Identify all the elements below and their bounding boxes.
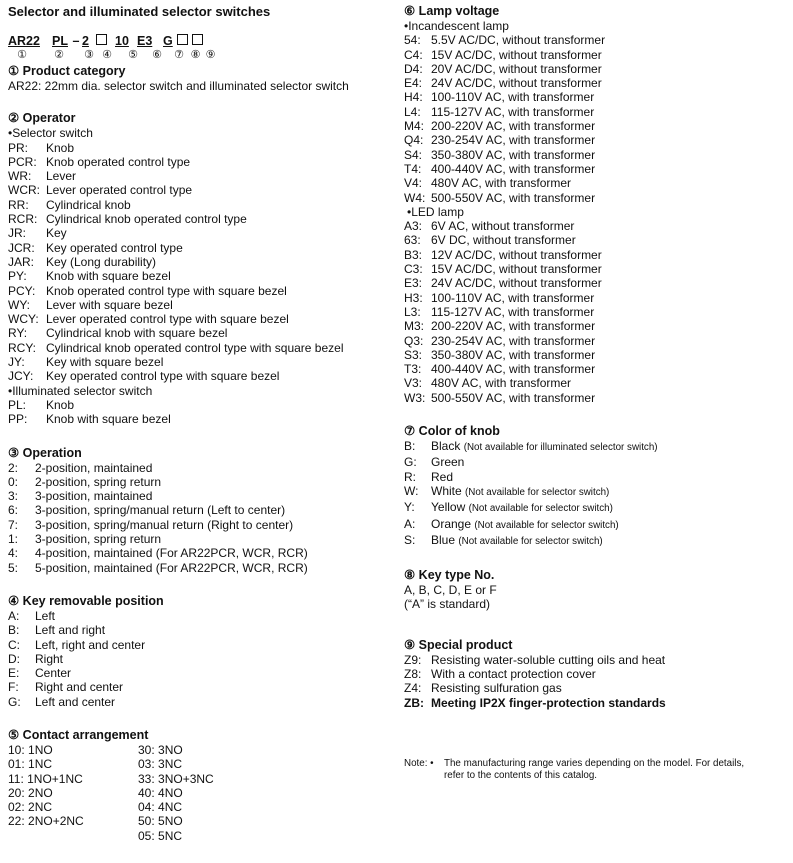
list-item xyxy=(8,680,393,694)
item-code: RCY: xyxy=(8,340,37,355)
item-code: 5: xyxy=(8,560,19,575)
list-item xyxy=(8,355,393,369)
item-note: (Not available for selector switch) xyxy=(458,535,603,547)
section-text: AR22: 22mm dia. selector switch and illuminated selector switch xyxy=(8,79,349,93)
item-code: RCR: xyxy=(8,212,38,227)
list-item xyxy=(404,667,789,681)
code-number: ③ xyxy=(84,49,94,61)
item-code: D: xyxy=(8,651,20,666)
list-item xyxy=(404,653,789,667)
contact-item: 40: 4NO xyxy=(138,785,183,800)
item-description: Knob xyxy=(46,140,75,155)
item-code: PR: xyxy=(8,140,29,155)
section-heading: ② Operator xyxy=(8,111,76,126)
item-description: Cylindrical knob operated control type with square bezel xyxy=(46,340,344,355)
list-item xyxy=(404,276,789,290)
item-description: Lever operated control type with square bezel xyxy=(46,312,289,327)
list-item xyxy=(404,48,789,62)
item-description: Knob operated control type xyxy=(46,154,191,169)
code-part-operator: PL xyxy=(52,34,68,48)
item-code: PY: xyxy=(8,269,27,284)
list-item xyxy=(404,133,789,147)
model-code-numbers xyxy=(8,49,393,62)
key-position-list xyxy=(8,609,393,709)
item-description: 500-550V AC, with transformer xyxy=(431,390,596,405)
item-code: H4: xyxy=(404,90,423,105)
item-description: White xyxy=(431,483,462,498)
item-description: 500-550V AC, with transformer xyxy=(431,190,596,205)
list-item xyxy=(8,298,393,312)
item-code: Z8: xyxy=(404,666,422,681)
code-dash: – xyxy=(72,34,80,48)
item-code: 54: xyxy=(404,33,421,48)
list-item xyxy=(404,119,789,133)
section-color-knob xyxy=(404,424,789,549)
item-code: D4: xyxy=(404,61,423,76)
item-description: Resisting water-soluble cutting oils and heat xyxy=(431,652,666,667)
contact-item: 20: 2NO xyxy=(8,785,53,800)
list-item xyxy=(8,412,393,426)
item-description: With a contact protection cover xyxy=(431,666,596,681)
list-item xyxy=(8,198,393,212)
list-item xyxy=(404,176,789,190)
item-code: S4: xyxy=(404,147,423,162)
item-description: Key with square bezel xyxy=(46,355,164,370)
item-note: (Not available for selector switch) xyxy=(474,519,619,531)
list-item xyxy=(8,518,393,532)
contact-item: 30: 3NO xyxy=(138,742,183,757)
list-item xyxy=(404,90,789,104)
item-description: Red xyxy=(431,469,454,484)
item-code: 0: xyxy=(8,474,19,489)
item-code: ZB: xyxy=(404,695,424,710)
lamp-list xyxy=(404,219,789,405)
contact-item: 50: 5NO xyxy=(138,814,183,829)
list-item xyxy=(404,219,789,233)
list-item xyxy=(8,623,393,637)
item-code: T4: xyxy=(404,161,422,176)
list-item xyxy=(404,76,789,90)
list-item xyxy=(8,226,393,240)
item-code: B3: xyxy=(404,247,423,262)
item-description: Orange xyxy=(431,516,472,531)
list-item xyxy=(404,148,789,162)
item-code: WCY: xyxy=(8,312,39,327)
section-heading: ⑥ Lamp voltage xyxy=(404,4,500,18)
list-item xyxy=(404,291,789,305)
item-description: 12V AC/DC, without transformer xyxy=(431,247,602,262)
special-list xyxy=(404,653,789,710)
contact-item: 04: 4NC xyxy=(138,800,183,815)
item-description: Left xyxy=(35,608,56,623)
item-code: JCR: xyxy=(8,240,35,255)
item-code: JCY: xyxy=(8,369,34,384)
list-item xyxy=(8,461,393,475)
code-number: ④ xyxy=(102,49,112,61)
item-description: 400-440V AC, with transformer xyxy=(431,161,596,176)
code-placeholder-box xyxy=(175,34,190,48)
contact-item: 22: 2NO+2NC xyxy=(8,814,84,829)
item-code: A3: xyxy=(404,219,423,234)
item-description: Resisting sulfuration gas xyxy=(431,681,562,696)
item-description: Center xyxy=(35,666,72,681)
item-code: M3: xyxy=(404,319,425,334)
contact-item: 11: 1NO+1NC xyxy=(8,771,83,786)
item-code: H3: xyxy=(404,290,423,305)
group-label: •Selector switch xyxy=(8,126,93,141)
list-item xyxy=(8,503,393,517)
item-description: 5-position, maintained (For AR22PCR, WCR, RCR) xyxy=(35,560,308,575)
item-note: (Not available for selector switch) xyxy=(465,486,610,498)
item-code: Y: xyxy=(404,500,415,515)
footnote xyxy=(404,758,789,782)
section-product-category xyxy=(8,64,393,93)
code-part-operation: 2 xyxy=(82,34,89,48)
item-code: 4: xyxy=(8,546,19,561)
item-code: RY: xyxy=(8,326,28,341)
item-description: 230-254V AC, with transformer xyxy=(431,333,596,348)
group-label: •Illuminated selector switch xyxy=(8,383,153,398)
group-label: •LED lamp xyxy=(407,204,464,219)
item-code: JR: xyxy=(8,226,26,241)
list-item xyxy=(404,62,789,76)
list-item xyxy=(8,638,393,652)
contact-column xyxy=(8,743,138,843)
item-description: 3-position, spring/manual return (Right to center) xyxy=(35,517,294,532)
note-label: Note: • xyxy=(404,757,434,769)
code-placeholder-box xyxy=(92,34,110,48)
item-code: G: xyxy=(404,455,417,470)
section-key-removable xyxy=(8,594,393,709)
item-code: 63: xyxy=(404,233,421,248)
item-description: 3-position, spring/manual return (Left to center) xyxy=(35,503,286,518)
item-code: 3: xyxy=(8,489,19,504)
color-list xyxy=(404,439,789,549)
contact-item: 10: 1NO xyxy=(8,742,53,757)
item-code: F: xyxy=(8,680,19,695)
item-description: Key operated control type xyxy=(46,240,183,255)
item-description: Knob with square bezel xyxy=(46,269,171,284)
item-code: WCR: xyxy=(8,183,40,198)
list-item xyxy=(404,305,789,319)
item-code: M4: xyxy=(404,119,425,134)
item-code: B: xyxy=(8,623,20,638)
section-heading: ③ Operation xyxy=(8,445,82,460)
code-number: ② xyxy=(54,49,64,61)
section-key-type xyxy=(404,568,789,612)
item-code: E3: xyxy=(404,276,423,291)
item-description: Key operated control type with square bezel xyxy=(46,369,280,384)
item-code: V3: xyxy=(404,376,423,391)
list-item xyxy=(8,212,393,226)
item-code: PL: xyxy=(8,397,27,412)
list-item xyxy=(404,681,789,695)
item-description: 20V AC/DC, without transformer xyxy=(431,61,602,76)
item-code: L4: xyxy=(404,104,421,119)
model-code xyxy=(8,34,393,62)
list-item xyxy=(404,105,789,119)
contact-item: 05: 5NC xyxy=(138,828,183,843)
list-item xyxy=(404,33,789,47)
item-code: L3: xyxy=(404,304,421,319)
list-item xyxy=(8,183,393,197)
code-number: ⑤ xyxy=(128,49,138,61)
item-code: 6: xyxy=(8,503,19,518)
operation-list xyxy=(8,461,393,575)
list-item xyxy=(404,484,789,500)
section-heading: ① Product category xyxy=(8,64,126,78)
list-item xyxy=(404,334,789,348)
contact-item: 03: 3NC xyxy=(138,757,183,772)
item-description: Cylindrical knob with square bezel xyxy=(46,326,228,341)
item-description: 115-127V AC, with transformer xyxy=(431,304,595,319)
item-description: Green xyxy=(431,455,465,470)
list-item xyxy=(404,191,789,205)
item-description: Lever xyxy=(46,169,77,184)
item-code: E4: xyxy=(404,76,423,91)
code-placeholder-box xyxy=(190,34,205,48)
contact-item: 01: 1NC xyxy=(8,757,53,772)
item-description: 6V DC, without transformer xyxy=(431,233,576,248)
item-description: 24V AC/DC, without transformer xyxy=(431,276,602,291)
item-description: Lever with square bezel xyxy=(46,297,173,312)
item-description: 200-220V AC, with transformer xyxy=(431,119,596,134)
item-description: Knob xyxy=(46,397,75,412)
list-item xyxy=(404,470,789,484)
list-item xyxy=(404,455,789,469)
section-heading: ⑦ Color of knob xyxy=(404,424,500,439)
list-item xyxy=(8,169,393,183)
contact-column xyxy=(138,743,238,843)
code-number: ⑨ xyxy=(205,49,216,61)
right-column xyxy=(404,0,789,782)
item-code: C3: xyxy=(404,262,423,277)
item-code: W3: xyxy=(404,390,426,405)
group-label: •Incandescent lamp xyxy=(404,19,509,33)
item-code: Q3: xyxy=(404,333,424,348)
list-item xyxy=(404,319,789,333)
item-code: S3: xyxy=(404,347,423,362)
list-item xyxy=(404,500,789,516)
item-description: Blue xyxy=(431,532,456,547)
item-description: 115-127V AC, with transformer xyxy=(431,104,595,119)
list-item xyxy=(404,391,789,405)
item-description: 350-380V AC, with transformer xyxy=(431,347,596,362)
note-text: refer to the contents of this catalog. xyxy=(444,769,598,781)
item-code: A: xyxy=(8,608,20,623)
list-item xyxy=(8,561,393,575)
item-description: 4-position, maintained (For AR22PCR, WCR, RCR) xyxy=(35,546,308,561)
list-item xyxy=(404,533,789,549)
item-description: 100-110V AC, with transformer xyxy=(431,290,595,305)
section-heading: ⑤ Contact arrangement xyxy=(8,727,149,742)
operator-list xyxy=(8,141,393,384)
item-description: 24V AC/DC, without transformer xyxy=(431,76,602,91)
item-description: 400-440V AC, with transformer xyxy=(431,362,596,377)
item-description: 3-position, maintained xyxy=(35,489,153,504)
list-item xyxy=(8,398,393,412)
list-item xyxy=(404,439,789,455)
item-code: JAR: xyxy=(8,254,35,269)
section-special-product xyxy=(404,638,789,710)
item-code: G: xyxy=(8,694,21,709)
section-text: A, B, C, D, E or F xyxy=(404,583,497,598)
operator-list xyxy=(8,398,393,427)
list-item xyxy=(8,532,393,546)
section-lamp-voltage xyxy=(404,4,789,405)
item-code: T3: xyxy=(404,362,422,377)
item-description: 15V AC/DC, without transformer xyxy=(431,262,602,277)
item-code: WY: xyxy=(8,297,31,312)
item-description: 5.5V AC/DC, without transformer xyxy=(431,33,606,48)
item-description: 15V AC/DC, without transformer xyxy=(431,47,602,62)
item-code: WR: xyxy=(8,169,32,184)
list-item xyxy=(404,696,789,710)
list-item xyxy=(404,233,789,247)
item-code: C: xyxy=(8,637,20,652)
item-description: 2-position, spring return xyxy=(35,474,162,489)
lamp-list xyxy=(404,33,789,205)
code-number: ⑧ xyxy=(190,49,201,61)
item-description: Cylindrical knob xyxy=(46,197,131,212)
list-item xyxy=(8,269,393,283)
list-item xyxy=(404,517,789,533)
list-item xyxy=(404,248,789,262)
contact-item: 02: 2NC xyxy=(8,800,53,815)
item-note: (Not available for selector switch) xyxy=(468,503,613,515)
list-item xyxy=(8,652,393,666)
item-code: Z9: xyxy=(404,652,422,667)
item-description: Knob with square bezel xyxy=(46,412,171,427)
contact-item: 33: 3NO+3NC xyxy=(138,771,214,786)
item-description: 3-position, spring return xyxy=(35,532,162,547)
section-text: (“A” is standard) xyxy=(404,597,491,612)
item-description: 200-220V AC, with transformer xyxy=(431,319,596,334)
list-item xyxy=(8,341,393,355)
item-description: Left and right xyxy=(35,623,106,638)
code-part-contact: 10 xyxy=(115,34,129,48)
section-heading: ⑧ Key type No. xyxy=(404,568,495,583)
item-code: 7: xyxy=(8,517,19,532)
list-item xyxy=(404,162,789,176)
item-code: PCR: xyxy=(8,154,37,169)
item-description: 480V AC, with transformer xyxy=(431,176,572,191)
code-number: ⑦ xyxy=(174,49,184,61)
list-item xyxy=(8,695,393,709)
list-item xyxy=(404,376,789,390)
list-item xyxy=(8,475,393,489)
item-code: PP: xyxy=(8,412,28,427)
left-column xyxy=(8,0,393,843)
list-item xyxy=(404,262,789,276)
item-code: E: xyxy=(8,666,20,681)
item-code: B: xyxy=(404,439,416,454)
item-description: 6V AC, without transformer xyxy=(431,219,575,234)
model-code-parts xyxy=(8,34,393,48)
item-code: V4: xyxy=(404,176,423,191)
item-code: Q4: xyxy=(404,133,424,148)
code-part-ar22: AR22 xyxy=(8,34,40,48)
list-item xyxy=(8,284,393,298)
item-code: A: xyxy=(404,516,416,531)
item-description: Left and center xyxy=(35,694,116,709)
item-description: Black xyxy=(431,439,461,454)
code-number: ⑥ xyxy=(152,49,162,61)
section-operation xyxy=(8,446,393,575)
item-code: R: xyxy=(404,469,416,484)
section-heading: ④ Key removable position xyxy=(8,593,164,608)
list-item xyxy=(8,141,393,155)
item-description: Left, right and center xyxy=(35,637,146,652)
item-code: RR: xyxy=(8,197,29,212)
contact-grid xyxy=(8,743,393,843)
item-code: 2: xyxy=(8,460,19,475)
item-description: Key (Long durability) xyxy=(46,254,157,269)
note-text: The manufacturing range varies depending on the model. For details, xyxy=(444,757,745,769)
section-operator xyxy=(8,111,393,426)
list-item xyxy=(8,255,393,269)
list-item xyxy=(8,326,393,340)
item-description: Meeting IP2X finger-protection standards xyxy=(431,695,666,710)
item-description: Knob operated control type with square bezel xyxy=(46,283,287,298)
item-description: Cylindrical knob operated control type xyxy=(46,212,247,227)
item-code: JY: xyxy=(8,355,25,370)
item-code: Z4: xyxy=(404,681,422,696)
item-description: Key xyxy=(46,226,67,241)
item-note: (Not available for illuminated selector switch) xyxy=(463,442,658,454)
section-contact xyxy=(8,728,393,843)
list-item xyxy=(404,348,789,362)
item-description: Right and center xyxy=(35,680,124,695)
list-item xyxy=(404,362,789,376)
item-code: W4: xyxy=(404,190,426,205)
item-description: 2-position, maintained xyxy=(35,460,153,475)
item-code: PCY: xyxy=(8,283,36,298)
list-item xyxy=(8,666,393,680)
list-item xyxy=(8,312,393,326)
code-part-lamp: E3 xyxy=(137,34,153,48)
page-title: Selector and illuminated selector switches xyxy=(8,4,271,19)
item-description: 350-380V AC, with transformer xyxy=(431,147,596,162)
item-description: Yellow xyxy=(431,500,466,515)
item-code: C4: xyxy=(404,47,423,62)
item-description: 230-254V AC, with transformer xyxy=(431,133,596,148)
item-code: W: xyxy=(404,483,419,498)
item-description: 100-110V AC, with transformer xyxy=(431,90,595,105)
item-description: 480V AC, with transformer xyxy=(431,376,572,391)
item-code: S: xyxy=(404,532,416,547)
list-item xyxy=(8,155,393,169)
list-item xyxy=(8,241,393,255)
code-part-color: G xyxy=(163,34,173,48)
list-item xyxy=(8,489,393,503)
item-code: 1: xyxy=(8,532,19,547)
list-item xyxy=(8,546,393,560)
code-number: ① xyxy=(17,49,27,61)
list-item xyxy=(8,369,393,383)
section-heading: ⑨ Special product xyxy=(404,637,513,652)
list-item xyxy=(8,609,393,623)
item-description: Right xyxy=(35,651,64,666)
item-description: Lever operated control type xyxy=(46,183,193,198)
